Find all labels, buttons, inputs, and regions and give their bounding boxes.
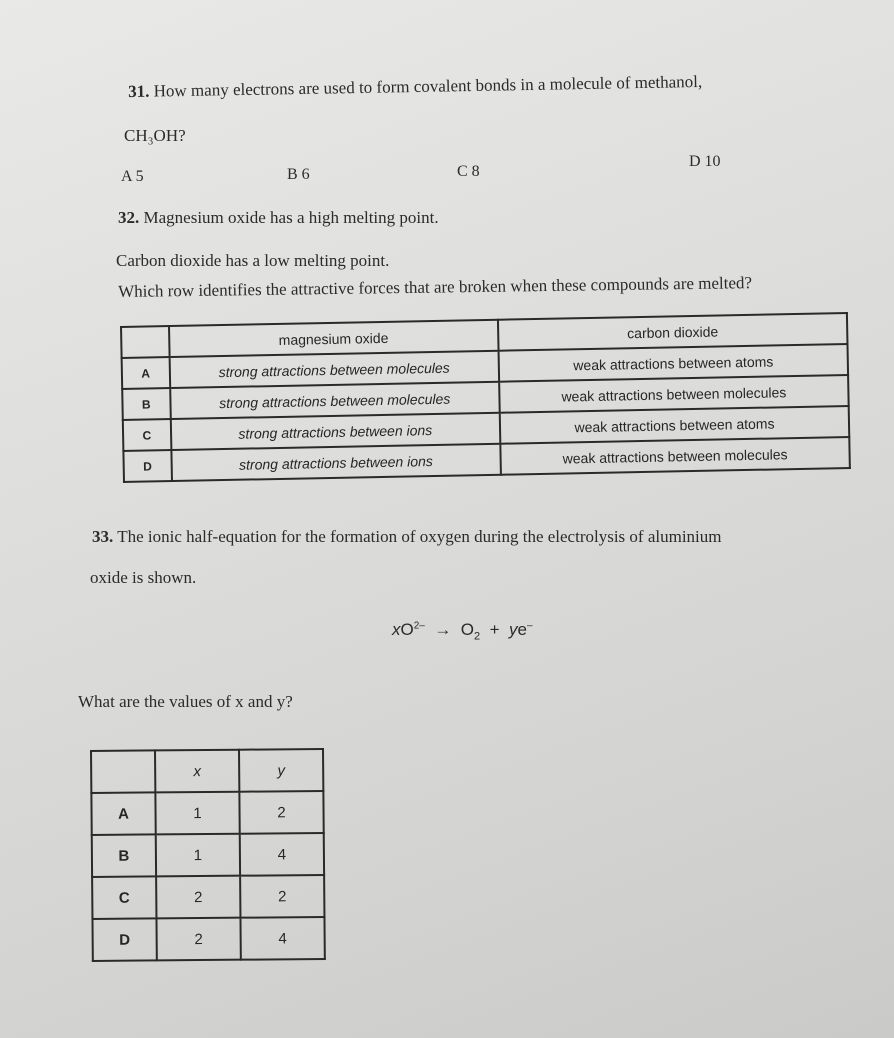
eq-reactant: O bbox=[400, 620, 414, 639]
eq-coef-x: x bbox=[392, 620, 401, 639]
y-cell: 2 bbox=[239, 791, 323, 834]
y-cell: 4 bbox=[240, 833, 324, 876]
q32-answer-table bbox=[120, 312, 851, 483]
row-label: A bbox=[122, 357, 170, 389]
eq-electron-charge: – bbox=[526, 620, 533, 632]
mgo-cell: strong attractions between ions bbox=[171, 444, 501, 481]
q33-number: 33. bbox=[92, 527, 114, 546]
q31-number: 31. bbox=[128, 81, 150, 101]
q33-answer-table bbox=[90, 748, 326, 962]
row-label: A bbox=[91, 792, 155, 835]
q31-option-d: D 10 bbox=[689, 153, 721, 170]
row-label: B bbox=[122, 388, 170, 420]
eq-product-sub: 2 bbox=[474, 630, 481, 643]
x-cell: 1 bbox=[155, 792, 239, 835]
q32-line2: Carbon dioxide has a low melting point. bbox=[116, 251, 390, 270]
q33-stem bbox=[92, 527, 721, 547]
q33-line1: The ionic half-equation for the formation of oxygen during the electrolysis of aluminium bbox=[117, 527, 722, 546]
row-label: C bbox=[92, 876, 156, 919]
eq-reactant-charge: 2– bbox=[413, 620, 425, 632]
half-equation bbox=[392, 620, 533, 642]
q32-number: 32. bbox=[118, 208, 140, 227]
x-cell: 1 bbox=[156, 834, 240, 877]
q31-formula: CH₃OH? bbox=[124, 126, 186, 145]
co2-cell: weak attractions between molecules bbox=[500, 437, 850, 475]
q32-line1: Magnesium oxide has a high melting point. bbox=[143, 208, 439, 227]
table-corner-cell bbox=[91, 750, 155, 793]
table-row bbox=[92, 875, 324, 919]
header-carbon-dioxide: carbon dioxide bbox=[498, 313, 848, 351]
table-row bbox=[92, 917, 324, 961]
eq-electron: e bbox=[517, 620, 527, 639]
q31-option-b: B 6 bbox=[287, 166, 310, 183]
co2-cell: weak attractions between molecules bbox=[499, 375, 849, 413]
table-header-row bbox=[91, 749, 323, 793]
table-row bbox=[91, 791, 323, 835]
q31-option-c: C 8 bbox=[457, 163, 480, 180]
x-cell: 2 bbox=[156, 918, 240, 961]
eq-plus: + bbox=[489, 620, 500, 639]
header-x: x bbox=[155, 750, 239, 793]
row-label: C bbox=[123, 419, 171, 451]
y-cell: 4 bbox=[240, 917, 324, 960]
mgo-cell: strong attractions between molecules bbox=[170, 382, 500, 419]
q31-option-a: A 5 bbox=[121, 168, 144, 185]
x-cell: 2 bbox=[156, 876, 240, 919]
mgo-cell: strong attractions between ions bbox=[170, 413, 500, 450]
co2-cell: weak attractions between atoms bbox=[499, 344, 849, 382]
eq-product: O bbox=[460, 620, 474, 639]
eq-arrow: → bbox=[434, 620, 452, 639]
q32-stem bbox=[118, 208, 439, 228]
co2-cell: weak attractions between atoms bbox=[500, 406, 850, 444]
header-y: y bbox=[239, 749, 323, 792]
q31-stem bbox=[128, 72, 702, 102]
q33-question: What are the values of x and y? bbox=[78, 692, 293, 711]
header-magnesium-oxide: magnesium oxide bbox=[169, 320, 499, 357]
mgo-cell: strong attractions between molecules bbox=[169, 351, 499, 388]
row-label: D bbox=[92, 918, 156, 961]
y-cell: 2 bbox=[240, 875, 324, 918]
row-label: D bbox=[123, 450, 171, 482]
table-corner-cell bbox=[121, 326, 169, 358]
eq-coef-y: y bbox=[508, 620, 518, 639]
q32-question: Which row identifies the attractive forces that are broken when these compounds are melted? bbox=[118, 273, 753, 301]
row-label: B bbox=[92, 834, 156, 877]
q33-line2: oxide is shown. bbox=[90, 568, 197, 587]
q31-text: How many electrons are used to form covalent bonds in a molecule of methanol, bbox=[153, 71, 703, 101]
table-row bbox=[92, 833, 324, 877]
